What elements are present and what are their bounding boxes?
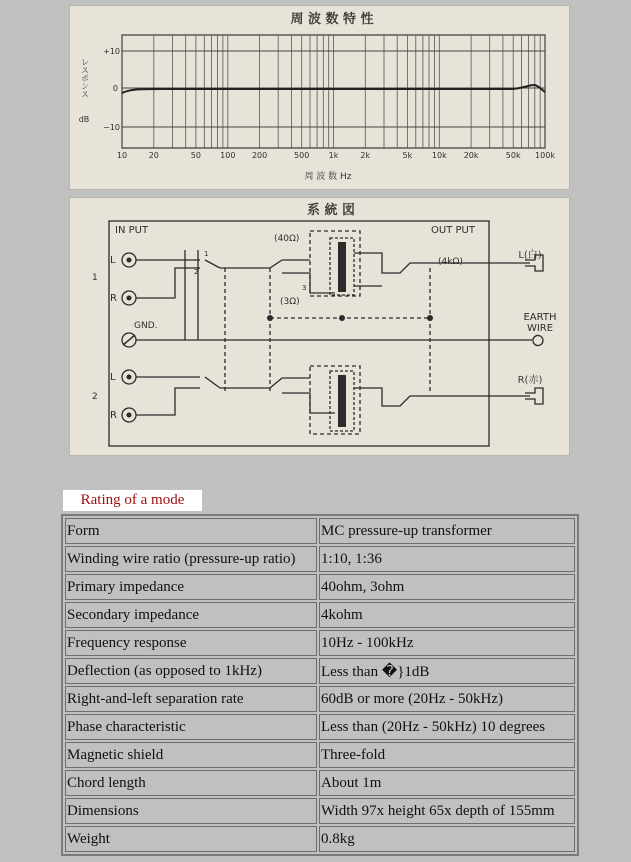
switch-pos-1: 1	[204, 250, 209, 258]
junction-center	[339, 315, 345, 321]
y-axis-unit: dB	[78, 115, 90, 124]
table-row	[65, 826, 575, 852]
earth-label-1: EARTH	[523, 312, 557, 323]
jack2-l-pin	[127, 375, 132, 380]
output-l-label: L(白)	[518, 250, 542, 261]
row-label: Magnetic shield	[65, 742, 317, 768]
rating-caption: Rating of a mode	[63, 490, 202, 511]
x-tick-label: 1k	[328, 151, 339, 160]
row-value: 4kohm	[319, 602, 575, 628]
table-row	[65, 770, 575, 796]
impedance-out-label: (4kΩ)	[438, 257, 463, 267]
row-value: 0.8kg	[319, 826, 575, 852]
junction-left	[267, 315, 273, 321]
x-tick-labels	[117, 151, 555, 160]
system-schematic	[69, 197, 570, 456]
row-value: Width 97x height 65x depth of 155mm	[319, 798, 575, 824]
x-tick-label: 10k	[431, 151, 447, 160]
shield-wires	[185, 250, 198, 340]
input-wiring	[136, 260, 200, 415]
row-label: Weight	[65, 826, 317, 852]
ch2-secondary-switch	[354, 388, 430, 406]
x-tick-label: 50k	[505, 151, 521, 160]
table-row	[65, 546, 575, 572]
channel2-label: 2	[92, 392, 98, 402]
impedance-40-label: (40Ω)	[274, 234, 300, 244]
row-label: Form	[65, 518, 317, 544]
y-tick-plus10: +10	[103, 47, 120, 56]
row-value: Less than (20Hz - 50kHz) 10 degrees	[319, 714, 575, 740]
graph-vertical-gridlines	[122, 35, 545, 148]
row-label: Phase characteristic	[65, 714, 317, 740]
table-row	[65, 602, 575, 628]
row-label: Dimensions	[65, 798, 317, 824]
gnd-screw-slot	[123, 335, 135, 345]
jack2-r-label: R	[110, 410, 117, 421]
ch1-secondary-switch	[354, 253, 430, 286]
y-axis-label: レスポンス	[80, 58, 90, 98]
jack1-r-pin	[127, 296, 132, 301]
row-label: Right-and-left separation rate	[65, 686, 317, 712]
frequency-response-graph	[69, 5, 570, 190]
switch-pos-3: 3	[302, 284, 307, 292]
gnd-label: GND.	[134, 321, 158, 331]
x-tick-label: 500	[294, 151, 310, 160]
y-tick-0: 0	[112, 84, 118, 93]
row-value: Less than �}1dB	[319, 658, 575, 684]
channel1-label: 1	[92, 273, 98, 283]
x-tick-label: 100	[220, 151, 236, 160]
input-label: IN PUT	[115, 225, 149, 236]
row-label: Secondary impedance	[65, 602, 317, 628]
table-row	[65, 518, 575, 544]
x-tick-label: 20k	[463, 151, 479, 160]
row-value: 60dB or more (20Hz - 50kHz)	[319, 686, 575, 712]
jack1-r-label: R	[110, 293, 117, 304]
row-label: Deflection (as opposed to 1kHz)	[65, 658, 317, 684]
x-tick-label: 100k	[535, 151, 555, 160]
row-value: 40ohm, 3ohm	[319, 574, 575, 600]
x-tick-label: 10	[116, 151, 128, 160]
y-tick-minus10: −10	[103, 123, 120, 132]
transformer2-core	[338, 375, 346, 427]
table-row	[65, 574, 575, 600]
row-value: 1:10, 1:36	[319, 546, 575, 572]
x-tick-label: 20	[148, 151, 159, 160]
row-label: Primary impedance	[65, 574, 317, 600]
schematic-frame	[109, 221, 489, 446]
x-axis-label: 周 波 数 Hz	[304, 172, 352, 182]
x-tick-label: 200	[251, 151, 268, 160]
earth-label-2: WIRE	[526, 323, 554, 334]
x-tick-label: 5k	[402, 151, 413, 160]
row-value: About 1m	[319, 770, 575, 796]
graph-title: 周 波 数 特 性	[290, 12, 374, 27]
table-row	[65, 714, 575, 740]
junction-right	[427, 315, 433, 321]
schematic-title: 系 統 図	[306, 203, 356, 218]
transformer1-core	[338, 242, 346, 292]
output-wiring	[430, 263, 530, 396]
jack2-r-pin	[127, 413, 132, 418]
jack2-l-label: L	[110, 372, 116, 383]
row-label: Frequency response	[65, 630, 317, 656]
switch-linkage-dashes	[225, 268, 430, 393]
transformer2-box	[310, 366, 360, 434]
x-tick-label: 50	[190, 151, 201, 160]
switch-pos-2: 2	[194, 268, 199, 276]
x-tick-label: 2k	[360, 151, 371, 160]
table-row	[65, 630, 575, 656]
table-row	[65, 742, 575, 768]
rating-table	[61, 514, 579, 856]
output-label: OUT PUT	[431, 225, 475, 236]
table-row	[65, 686, 575, 712]
transformer1-box	[310, 231, 360, 296]
impedance-3-label: (3Ω)	[280, 297, 300, 307]
schematic-svg	[70, 198, 569, 455]
row-label: Chord length	[65, 770, 317, 796]
frequency-graph-svg	[70, 6, 569, 189]
table-row	[65, 798, 575, 824]
row-label: Winding wire ratio (pressure-up ratio)	[65, 546, 317, 572]
row-value: 10Hz - 100kHz	[319, 630, 575, 656]
row-value: Three-fold	[319, 742, 575, 768]
output-r-label: R(赤)	[517, 375, 543, 386]
jack1-l-label: L	[110, 255, 116, 266]
row-value: MC pressure-up transformer	[319, 518, 575, 544]
earth-lug	[525, 336, 543, 346]
jack1-l-pin	[127, 258, 132, 263]
table-row	[65, 658, 575, 684]
